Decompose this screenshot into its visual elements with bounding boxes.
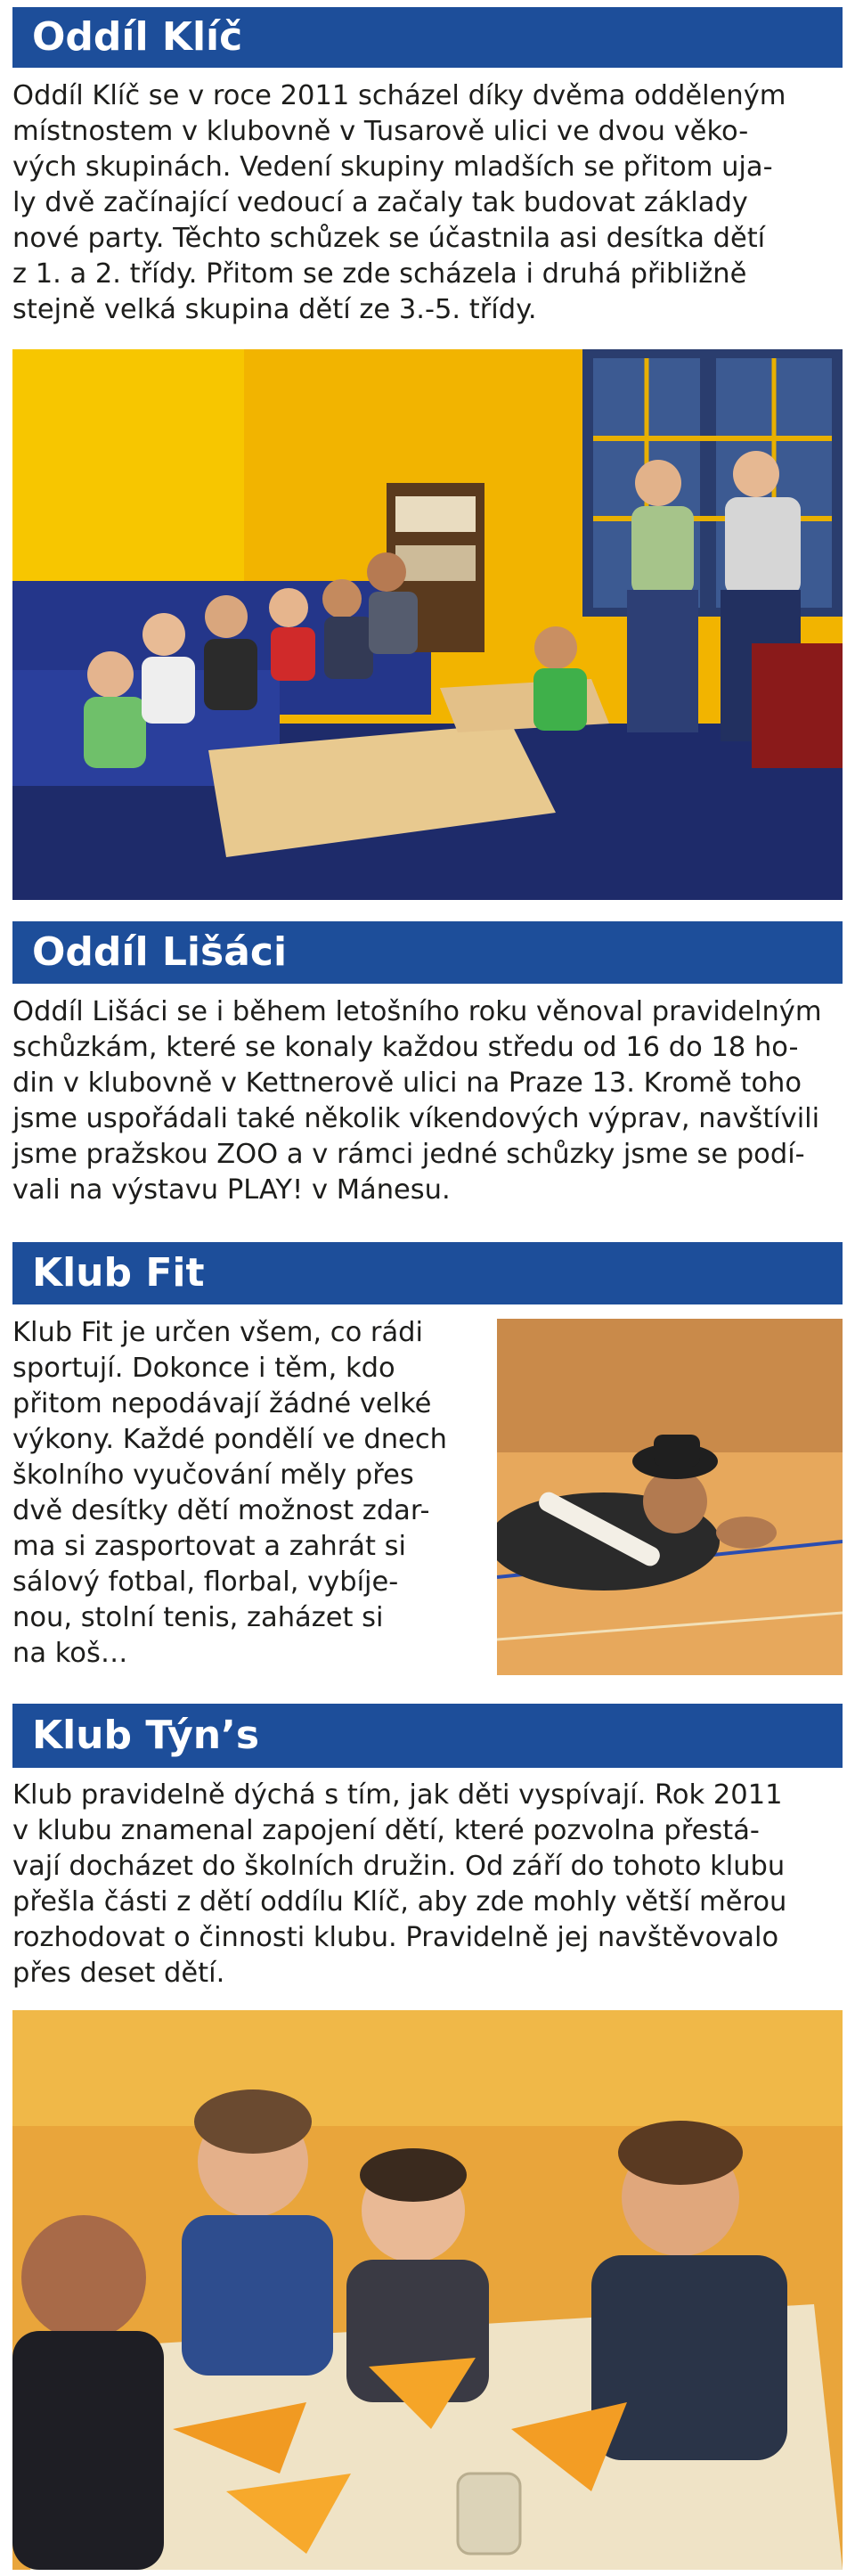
- text-line: schůzkám, které se konaly každou středu od 16 do 18 ho-: [12, 1032, 799, 1063]
- text-line: vají docházet do školních družin. Od září do tohoto klubu: [12, 1851, 786, 1882]
- section-heading-tyns: Klub Týn’s: [12, 1704, 843, 1768]
- text-line: místnostem v klubovně v Tusarově ulici ve dvou věko-: [12, 116, 749, 147]
- section-text-fit: [12, 1315, 493, 1672]
- photo-klubovna-kids: [12, 349, 843, 900]
- text-line: sálový fotbal, florbal, vybíje-: [12, 1566, 399, 1598]
- text-line: dvě desítky dětí možnost zdar-: [12, 1495, 430, 1526]
- text-line: z 1. a 2. třídy. Přitom se zde scházela i druhá přibližně: [12, 258, 747, 290]
- text-line: jsme uspořádali také několik víkendových výprav, navštívili: [12, 1103, 820, 1134]
- text-line: školního vyučování měly přes: [12, 1460, 414, 1491]
- section-heading-lisaci: Oddíl Lišáci: [12, 921, 843, 984]
- text-line: ma si zasportovat a zahrát si: [12, 1531, 406, 1562]
- section-text-tyns: [12, 1778, 846, 1991]
- text-line: výkony. Každé pondělí ve dnech: [12, 1424, 447, 1455]
- photo-sports-hall: [497, 1319, 843, 1675]
- text-line: Oddíl Klíč se v roce 2011 scházel díky dvěma odděleným: [12, 80, 786, 111]
- section-heading-klic: Oddíl Klíč: [12, 7, 843, 68]
- section-text-lisaci: [12, 994, 846, 1208]
- text-line: sportují. Dokonce i těm, kdo: [12, 1353, 395, 1384]
- section-heading-fit: Klub Fit: [12, 1242, 843, 1304]
- text-line: Oddíl Lišáci se i během letošního roku věnoval pravidelným: [12, 996, 822, 1027]
- text-line: ly dvě začínající vedoucí a začaly tak budovat základy: [12, 187, 748, 218]
- photo-origami-kids: [12, 2010, 843, 2570]
- text-line: vali na výstavu PLAY! v Mánesu.: [12, 1174, 451, 1206]
- text-line: rozhodovat o činnosti klubu. Pravidelně jej navštěvovalo: [12, 1922, 779, 1953]
- text-line: přitom nepodávají žádné velké: [12, 1388, 432, 1419]
- text-line: na koš…: [12, 1638, 128, 1669]
- text-line: nové party. Těchto schůzek se účastnila asi desítka dětí: [12, 223, 766, 254]
- text-line: Klub Fit je určen všem, co rádi: [12, 1317, 423, 1348]
- text-line: přešla části z dětí oddílu Klíč, aby zde mohly větší měrou: [12, 1886, 787, 1918]
- text-line: jsme pražskou ZOO a v rámci jedné schůzky jsme se podí-: [12, 1139, 805, 1170]
- text-line: v klubu znamenal zapojení dětí, které pozvolna přestá-: [12, 1815, 760, 1846]
- section-text-klic: [12, 78, 846, 328]
- text-line: přes deset dětí.: [12, 1958, 225, 1989]
- text-line: din v klubovně v Kettnerově ulici na Praze 13. Kromě toho: [12, 1067, 802, 1099]
- text-line: stejně velká skupina dětí ze 3.-5. třídy.: [12, 294, 537, 325]
- text-line: Klub pravidelně dýchá s tím, jak děti vyspívají. Rok 2011: [12, 1779, 783, 1811]
- text-line: vých skupinách. Vedení skupiny mladších se přitom uja-: [12, 151, 773, 183]
- text-line: nou, stolní tenis, zaházet si: [12, 1602, 384, 1633]
